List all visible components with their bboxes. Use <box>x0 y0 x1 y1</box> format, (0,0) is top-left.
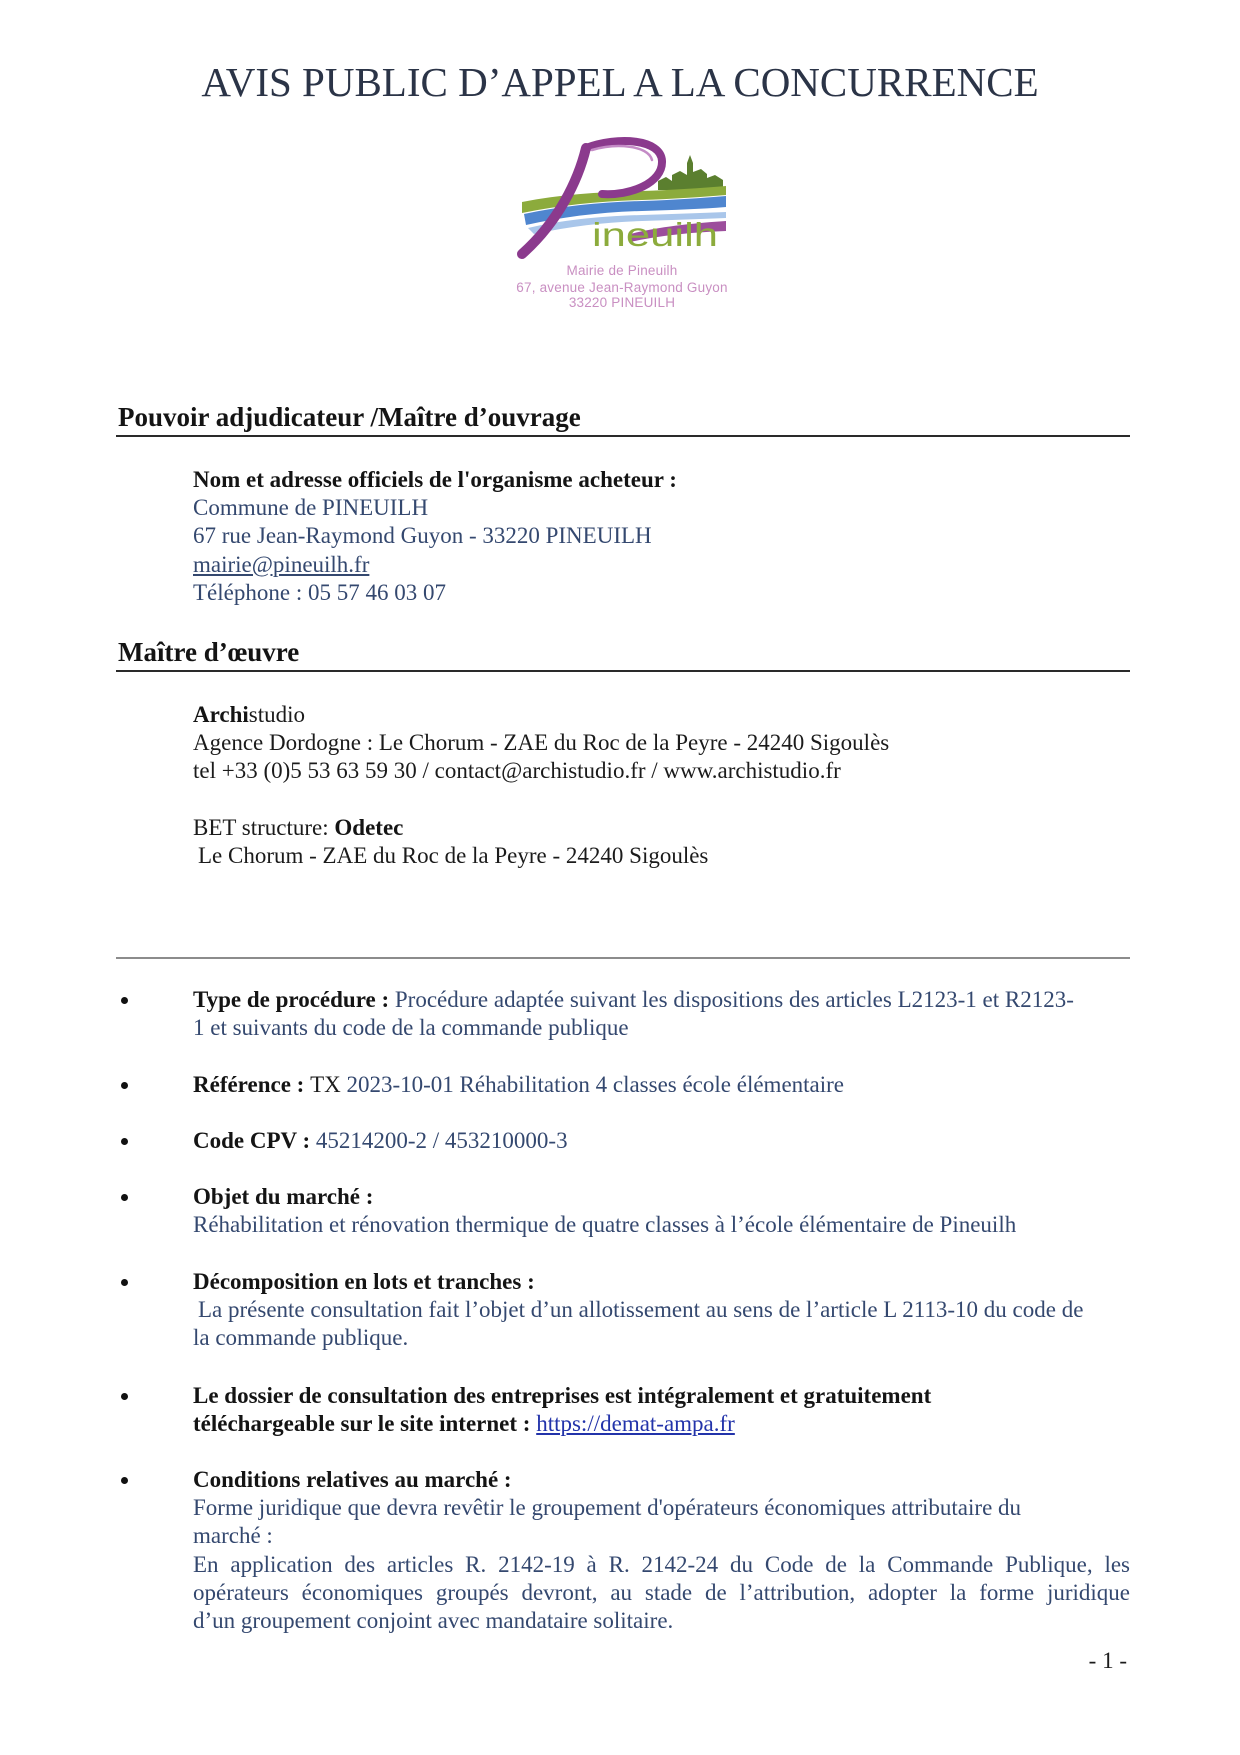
firm-name <box>193 701 889 729</box>
page-number: - 1 - <box>1088 1648 1127 1673</box>
lots-text: la commande publique. <box>193 1325 409 1351</box>
reference-value: 2023-10-01 Réhabilitation 4 classes école élémentaire <box>340 1072 845 1097</box>
bullet-icon <box>121 1279 128 1286</box>
pineuilh-logo <box>512 136 736 260</box>
lots-text: La présente consultation fait l’objet d’un allotissement au sens de l’article L 2113-10 du code de <box>198 1297 1084 1323</box>
reference-prefix: TX <box>310 1072 341 1097</box>
section-heading-buyer: Pouvoir adjudicateur /Maître d’ouvrage <box>118 402 581 432</box>
dce-download-link[interactable]: https://demat-ampa.fr <box>536 1411 735 1437</box>
bullet-icon <box>121 1194 128 1201</box>
project-manager-details <box>193 701 889 870</box>
bullet-icon <box>121 1082 128 1089</box>
firm-name-rest: studio <box>248 702 306 727</box>
section-rule <box>116 435 1130 437</box>
buyer-name: Commune de PINEUILH <box>193 495 429 521</box>
section-rule <box>116 670 1130 672</box>
cpv-value: 45214200-2 / 453210000-3 <box>315 1128 568 1153</box>
separator-rule <box>116 957 1130 959</box>
buyer-address: 67 rue Jean-Raymond Guyon - 33220 PINEUILH <box>193 523 652 549</box>
logo-address-line: 67, avenue Jean-Raymond Guyon <box>516 280 728 295</box>
conditions-label: Conditions relatives au marché : <box>193 1467 512 1492</box>
logo-wordmark: ineuilh <box>592 216 718 253</box>
firm-name-bold: Archi <box>193 702 249 727</box>
object-label: Objet du marché : <box>193 1184 374 1209</box>
lots-label: Décomposition en lots et tranches : <box>193 1269 535 1294</box>
conditions-text: Forme juridique que devra revêtir le groupement d'opérateurs économiques attributaire du <box>193 1495 1022 1521</box>
buyer-label: Nom et adresse officiels de l'organisme acheteur : <box>193 467 677 492</box>
buyer-phone: Téléphone : 05 57 46 03 07 <box>193 579 446 605</box>
buyer-email-link[interactable]: mairie@pineuilh.fr <box>193 551 370 577</box>
conditions-justified-text: d’un groupement conjoint avec mandataire solitaire. <box>193 1607 674 1633</box>
dce-link-row <box>193 1410 931 1438</box>
bet-name: Odetec <box>334 814 404 840</box>
conditions-justified-text: opérateurs économiques groupés devront, au stade de l’attribution, adopter la forme juridique <box>193 1579 1130 1605</box>
list-item-lots <box>193 1268 1083 1353</box>
buyer-email-row <box>193 551 677 579</box>
procedure-first-line <box>193 986 1074 1014</box>
page-title: AVIS PUBLIC D’APPEL A LA CONCURRENCE <box>201 59 1039 105</box>
dce-label: Le dossier de consultation des entreprises est intégralement et gratuitement <box>193 1383 932 1408</box>
section-heading-project-manager: Maître d’œuvre <box>118 637 300 667</box>
object-text: Réhabilitation et rénovation thermique de quatre classes à l’école élémentaire de Pineuilh <box>193 1212 1017 1238</box>
spacer <box>193 786 889 814</box>
procedure-label: Type de procédure : <box>193 987 395 1012</box>
dce-label: téléchargeable sur le site internet : <box>193 1411 537 1437</box>
procedure-text: 1 et suivants du code de la commande publique <box>193 1015 629 1041</box>
bullet-icon <box>121 1477 128 1484</box>
list-item-object <box>193 1183 1016 1239</box>
conditions-justified-text: En application des articles R. 2142-19 à R. 2142-24 du Code de la Commande Publique, les <box>193 1551 1130 1577</box>
bet-address: Le Chorum - ZAE du Roc de la Peyre - 24240 Sigoulès <box>198 842 709 868</box>
village-skyline-shape <box>658 155 723 190</box>
list-item-conditions <box>193 1466 1130 1635</box>
logo-address-line: Mairie de Pineuilh <box>566 263 678 278</box>
list-item-procedure <box>193 986 1074 1042</box>
list-item-reference <box>193 1071 844 1099</box>
procedure-text: Procédure adaptée suivant les dispositions des articles L2123-1 et R2123- <box>394 987 1074 1012</box>
conditions-text: marché : <box>193 1523 273 1549</box>
bet-row <box>193 814 889 842</box>
firm-agency: Agence Dordogne : Le Chorum - ZAE du Roc de la Peyre - 24240 Sigoulès <box>193 730 890 756</box>
bet-label: BET structure: <box>193 814 335 840</box>
buyer-details <box>193 466 677 607</box>
logo-address-line: 33220 PINEUILH <box>568 295 676 310</box>
list-item-dce <box>193 1382 931 1438</box>
cpv-line <box>193 1127 568 1155</box>
reference-line <box>193 1071 844 1099</box>
village-skyline-logo-icon <box>512 136 736 260</box>
bullet-icon <box>121 1393 128 1400</box>
cpv-label: Code CPV : <box>193 1128 316 1153</box>
bullet-icon <box>121 1138 128 1145</box>
bullet-icon <box>121 997 128 1004</box>
firm-contact: tel +33 (0)5 53 63 59 30 / contact@archistudio.fr / www.archistudio.fr <box>193 758 841 784</box>
list-item-cpv <box>193 1127 568 1155</box>
reference-label: Référence : <box>193 1072 311 1097</box>
logo-p-highlight <box>592 146 652 160</box>
